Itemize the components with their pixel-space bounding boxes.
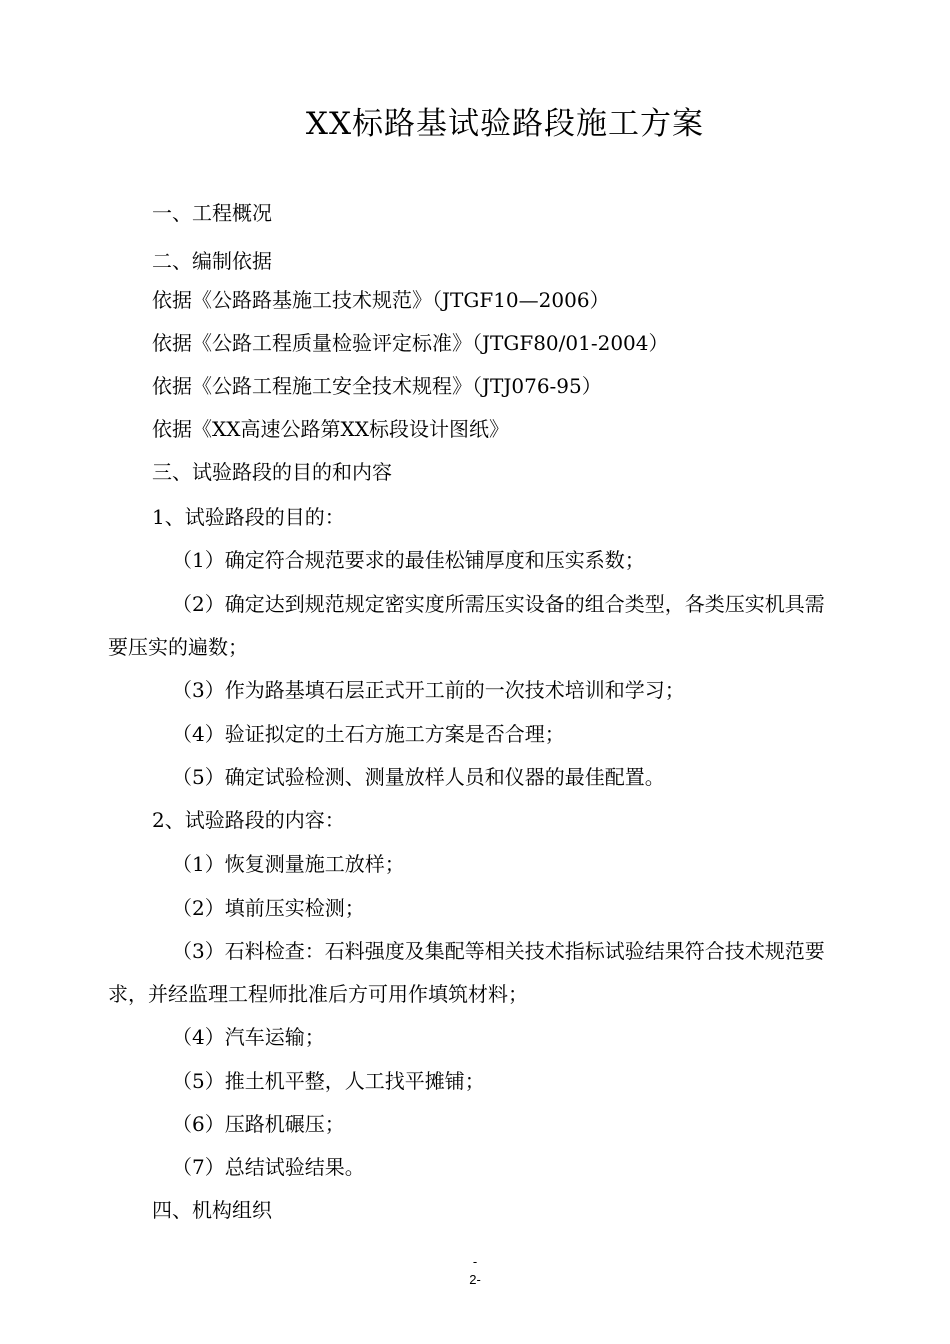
list-item: （7）总结试验结果。 xyxy=(172,1155,365,1179)
document-title: XX标路基试验路段施工方案 xyxy=(305,106,705,142)
section-heading-purpose-content: 三、试验路段的目的和内容 xyxy=(152,460,392,484)
list-item-continuation: 要压实的遍数； xyxy=(108,635,248,659)
basis-item: 依据《公路路基施工技术规范》（JTGF10—2006） xyxy=(152,288,610,312)
section-heading-organization: 四、机构组织 xyxy=(152,1198,272,1222)
list-item: （5）确定试验检测、测量放样人员和仪器的最佳配置。 xyxy=(172,765,665,789)
basis-item: 依据《公路工程质量检验评定标准》（JTGF80/01-2004） xyxy=(152,331,669,355)
section-heading-basis: 二、编制依据 xyxy=(152,249,272,273)
list-item: （6）压路机碾压； xyxy=(172,1112,345,1136)
list-item: （2）确定达到规范规定密实度所需压实设备的组合类型，各类压实机具需 xyxy=(172,592,825,616)
section-heading-overview: 一、工程概况 xyxy=(152,201,272,225)
page-number: 2- xyxy=(469,1272,481,1287)
subheading-purpose: 1、试验路段的目的： xyxy=(152,505,345,529)
basis-item: 依据《XX高速公路第XX标段设计图纸》 xyxy=(152,417,509,441)
list-item: （5）推土机平整，人工找平摊铺； xyxy=(172,1069,485,1093)
list-item: （3）作为路基填石层正式开工前的一次技术培训和学习； xyxy=(172,678,685,702)
subheading-content: 2、试验路段的内容： xyxy=(152,808,345,832)
list-item: （4）验证拟定的土石方施工方案是否合理； xyxy=(172,722,565,746)
basis-item: 依据《公路工程施工安全技术规程》（JTJ076-95） xyxy=(152,374,602,398)
list-item-continuation: 求，并经监理工程师批准后方可用作填筑材料； xyxy=(108,982,528,1006)
list-item: （1）确定符合规范要求的最佳松铺厚度和压实系数； xyxy=(172,548,645,572)
list-item: （4）汽车运输； xyxy=(172,1025,325,1049)
list-item: （1）恢复测量施工放样； xyxy=(172,852,405,876)
list-item: （2）填前压实检测； xyxy=(172,896,365,920)
list-item: （3）石料检查：石料强度及集配等相关技术指标试验结果符合技术规范要 xyxy=(172,939,825,963)
footer-dash: - xyxy=(472,1254,478,1269)
